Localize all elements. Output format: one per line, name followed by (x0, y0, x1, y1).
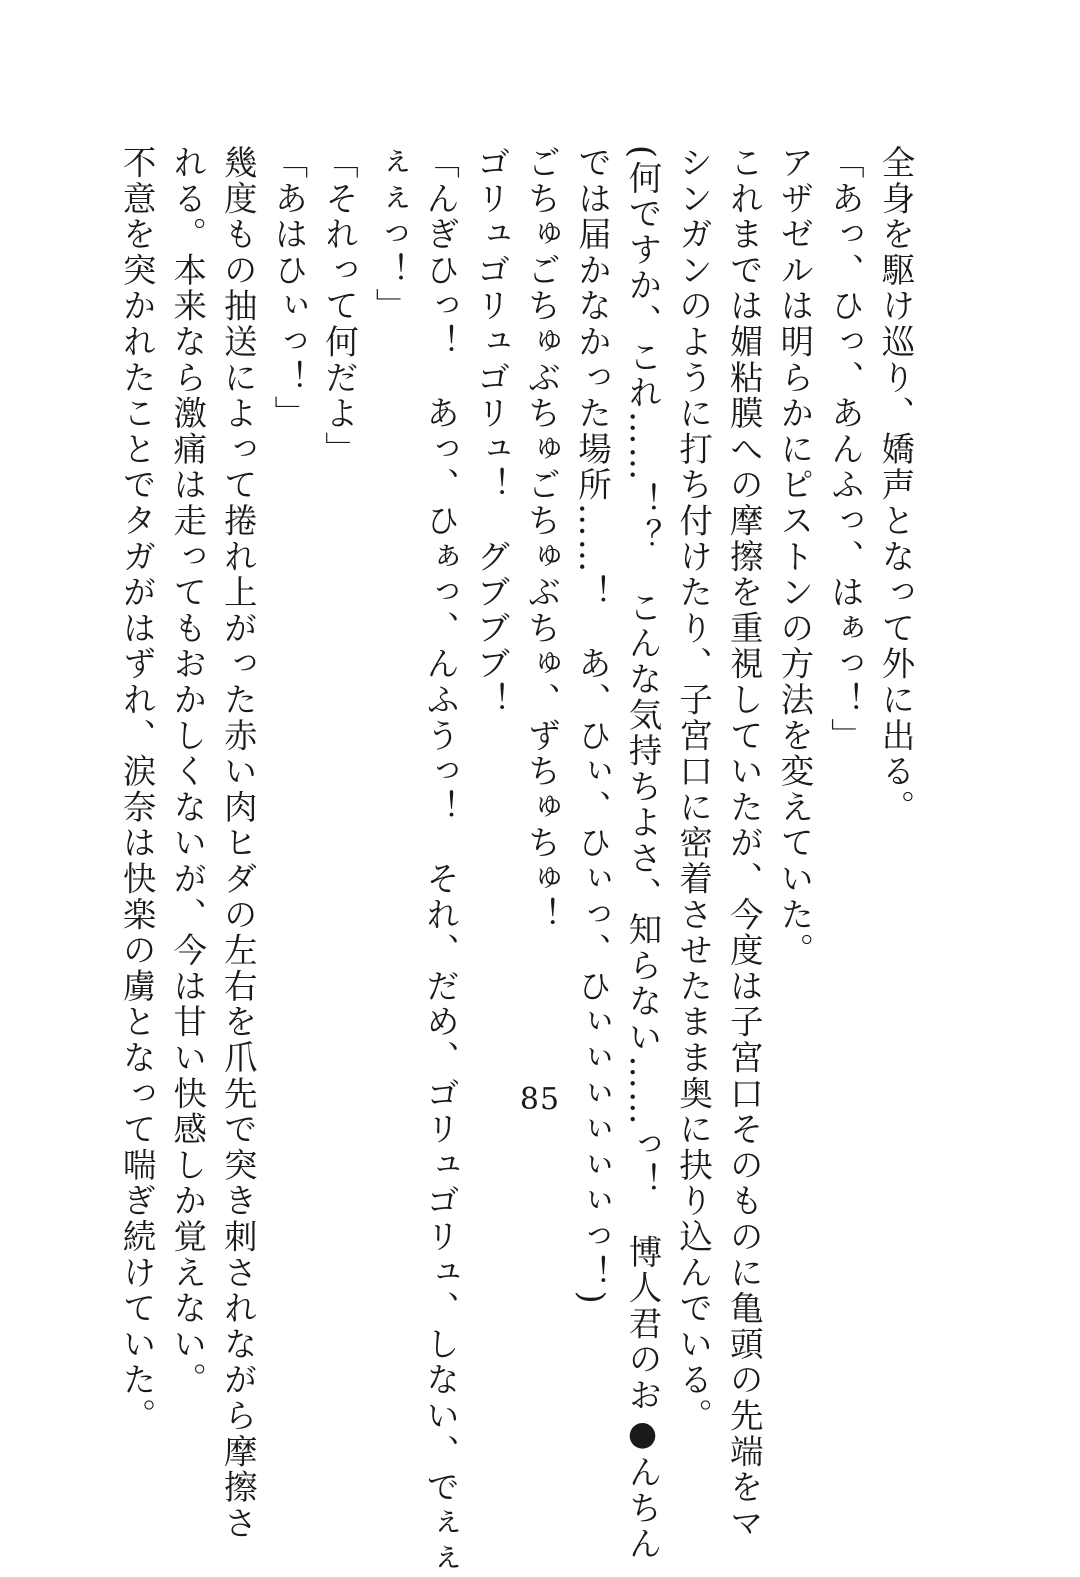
page-number: 85 (519, 1082, 561, 1117)
text-line: 全身を駆け巡り、嬌声となって外に出る。 (876, 145, 915, 826)
text-line: これまでは媚粘膜への摩擦を重視していたが、今度は子宮口そのものに亀頭の先端をマ (724, 145, 764, 1542)
text-line: ゴリュゴリュゴリュ！ グブブブ！ (471, 145, 511, 718)
text-line: れる。本来なら激痛は走ってもおかしくないが、今は甘い快感しか覚えない。 (167, 145, 207, 1398)
text-line: 「それって何だよ」 (319, 145, 359, 468)
text-line: (何ですか、これ……！？ こんな気持ちよさ、知らない……っ！ 博人君のお●んちん (623, 145, 663, 1563)
text-line: ごちゅごちゅぶちゅごちゅぶちゅ、ずちゅちゅ！ (521, 145, 561, 933)
text-line: 「あはひぃっ！」 (268, 145, 308, 432)
text-line: 幾度もの抽送によって捲れ上がった赤い肉ヒダの左右を爪先で突き刺されながら摩擦さ (218, 145, 258, 1542)
text-line: ぇぇっ！」 (370, 145, 410, 324)
text-line: 不意を突かれたことでタガがはずれ、涙奈は快楽の虜となって喘ぎ続けていた。 (117, 145, 157, 1434)
text-line: シンガンのように打ち付けたり、子宮口に密着させたまま奥に抉り込んでいる。 (673, 145, 713, 1434)
text-line: アザゼルは明らかにピストンの方法を変えていた。 (774, 145, 814, 969)
text-line: では届かなかった場所……！ あ、ひぃ、ひぃっ、ひぃぃぃぃぃぃっ！) (572, 145, 612, 1306)
vertical-text-block (117, 145, 920, 1577)
text-line: 「あっ、ひっ、あんふっ、はぁっ！」 (825, 145, 865, 754)
text-line: 「んぎひっ！ あっ、ひぁっ、んふうっ！ それ、だめ、ゴリュゴリュ、しない、でぇぇ (420, 145, 460, 1577)
